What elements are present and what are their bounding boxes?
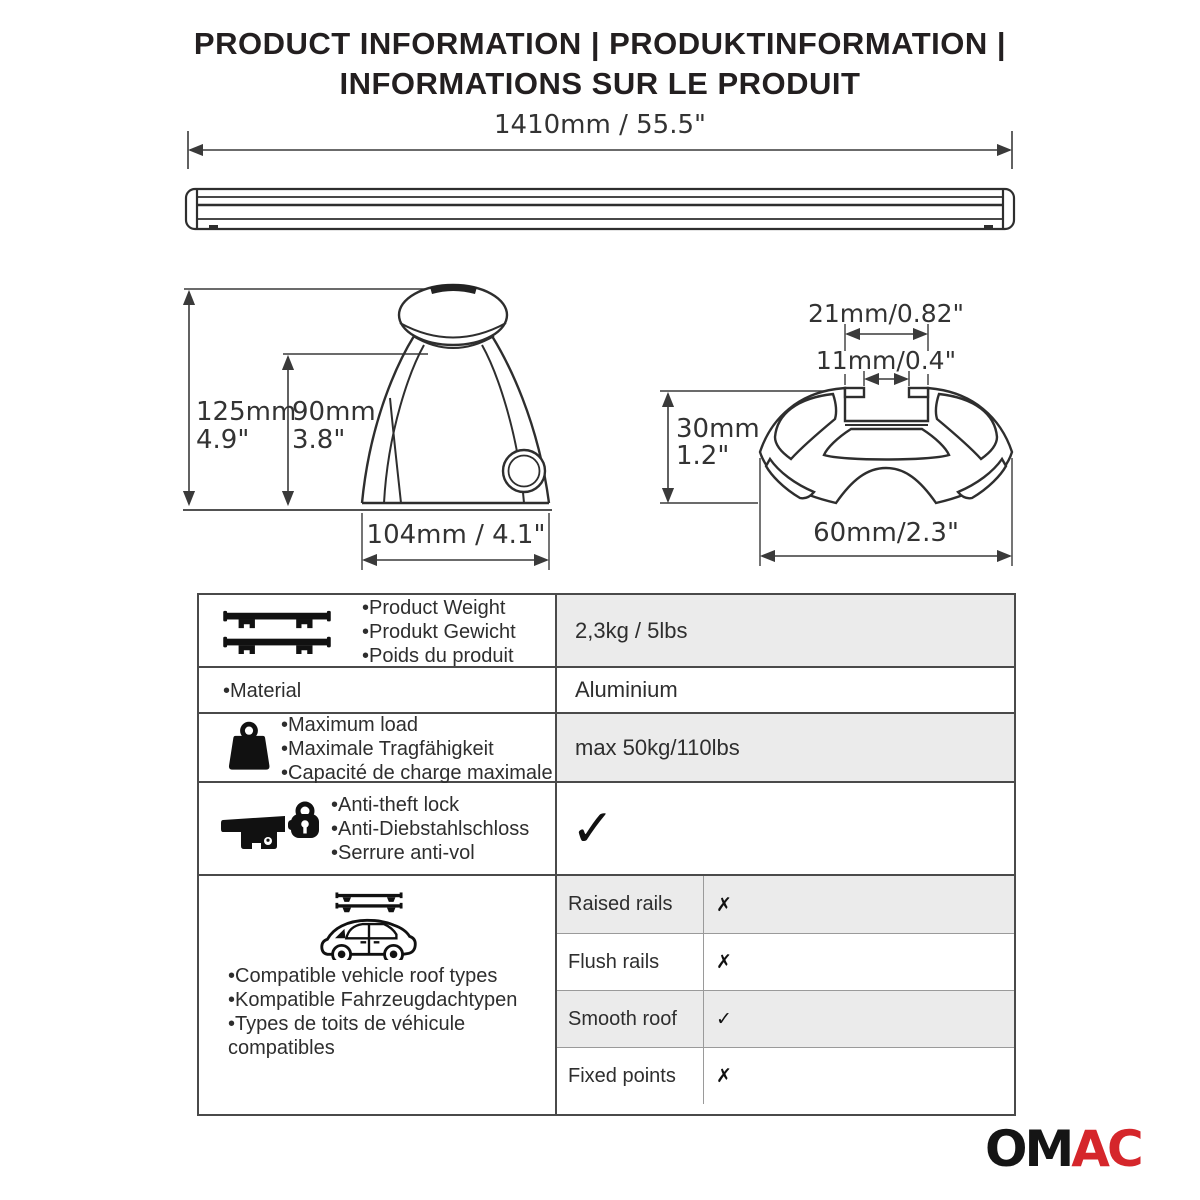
anti-theft-label-cell [199, 783, 555, 874]
title-line-2: INFORMATIONS SUR LE PRODUIT [339, 66, 861, 101]
foot-width-label: 104mm / 4.1" [366, 520, 546, 550]
table-row-max-load [199, 712, 1014, 784]
title-line-1: PRODUCT INFORMATION | PRODUKTINFORMATION | [193, 26, 1007, 61]
table-row-weight [199, 595, 1014, 666]
label-line: •Anti-Diebstahlschloss [331, 818, 530, 840]
foot-drawing [362, 284, 549, 503]
max-load-label-cell [199, 714, 555, 784]
roof-types-label-cell [199, 876, 555, 1114]
profile-height-label-mm: 30mm [676, 414, 760, 444]
roof-type-mark: ✗ [703, 934, 1014, 990]
foot-upper-height-label-in: 3.8" [292, 425, 346, 455]
label-line: •Poids du produit [362, 645, 514, 667]
roof-type-row-raised-rails [557, 876, 1014, 933]
profile-width-label: 60mm/2.3" [813, 518, 959, 548]
roof-type-row-fixed-points [557, 1047, 1014, 1104]
weight-value-cell [555, 595, 1014, 666]
table-row-roof-types [199, 874, 1014, 1114]
weight-value: 2,3kg / 5lbs [575, 617, 688, 643]
profile-drawing [760, 388, 1012, 503]
material-value: Aluminium [575, 677, 678, 702]
label-line: •Product Weight [362, 597, 506, 619]
profile-slot-width-label: 11mm/0.4" [815, 346, 957, 375]
check-mark: ✓ [571, 798, 615, 859]
label-line: •Serrure anti-vol [331, 842, 475, 864]
label-line: •Maximum load [281, 714, 419, 736]
profile-channel-width-label: 21mm/0.82" [807, 299, 965, 328]
profile-height-label-in: 1.2" [676, 441, 730, 471]
roof-type-mark: ✗ [703, 876, 1014, 933]
spec-table [197, 593, 1016, 1116]
crossbars-icon [222, 607, 332, 655]
omac-logo [985, 1120, 1141, 1178]
max-load-labels [281, 713, 553, 785]
roof-type-row-smooth-roof [557, 990, 1014, 1047]
foot-upper-height-label-mm: 90mm [292, 397, 376, 427]
roof-types-labels [228, 964, 517, 1060]
material-label: •Material [223, 680, 302, 702]
foot-height-label-in: 4.9" [196, 425, 250, 455]
max-load-value-cell [555, 714, 1014, 781]
roof-type-label: Flush rails [568, 950, 660, 973]
roof-type-row-flush-rails [557, 933, 1014, 990]
anti-theft-value-cell [555, 783, 1014, 874]
weight-icon [223, 720, 275, 776]
car-with-roof-rack-icon [317, 892, 421, 960]
foot-height-label-mm: 125mm [196, 397, 297, 427]
label-line: •Produkt Gewicht [362, 621, 516, 643]
label-line: •Compatible vehicle roof types [228, 965, 498, 987]
max-load-value: max 50kg/110lbs [575, 734, 740, 760]
anti-theft-labels [331, 793, 529, 865]
roof-types-value-cell [555, 876, 1014, 1114]
label-line: •Kompatible Fahrzeugdachtypen [228, 989, 518, 1011]
label-line: compatibles [228, 1037, 335, 1059]
omac-logo-black-part: OM [985, 1120, 1072, 1178]
weight-label-cell [199, 595, 555, 666]
car-body [322, 920, 416, 960]
table-row-material [199, 666, 1014, 712]
label-line: •Capacité de charge maximale [281, 762, 553, 784]
roof-type-mark: ✗ [703, 1048, 1014, 1104]
roof-type-label: Raised rails [568, 893, 673, 915]
roof-type-label: Smooth roof [568, 1007, 677, 1030]
crossbar-length-label: 1410mm / 55.5" [494, 110, 706, 140]
material-label-cell [199, 668, 555, 712]
roof-type-mark: ✓ [703, 991, 1014, 1047]
roof-bars [335, 892, 402, 912]
table-row-anti-theft [199, 781, 1014, 874]
crossbar-side-drawing [186, 189, 1014, 229]
label-line: •Anti-theft lock [331, 794, 460, 816]
omac-logo-red-part: AC [1071, 1120, 1141, 1178]
material-value-cell [555, 668, 1014, 712]
label-line: •Types de toits de véhicule [228, 1013, 466, 1035]
roof-type-label: Fixed points [568, 1064, 676, 1087]
anti-theft-lock-icon [221, 796, 321, 860]
weight-labels [362, 596, 516, 668]
label-line: •Maximale Tragfähigkeit [281, 738, 494, 760]
